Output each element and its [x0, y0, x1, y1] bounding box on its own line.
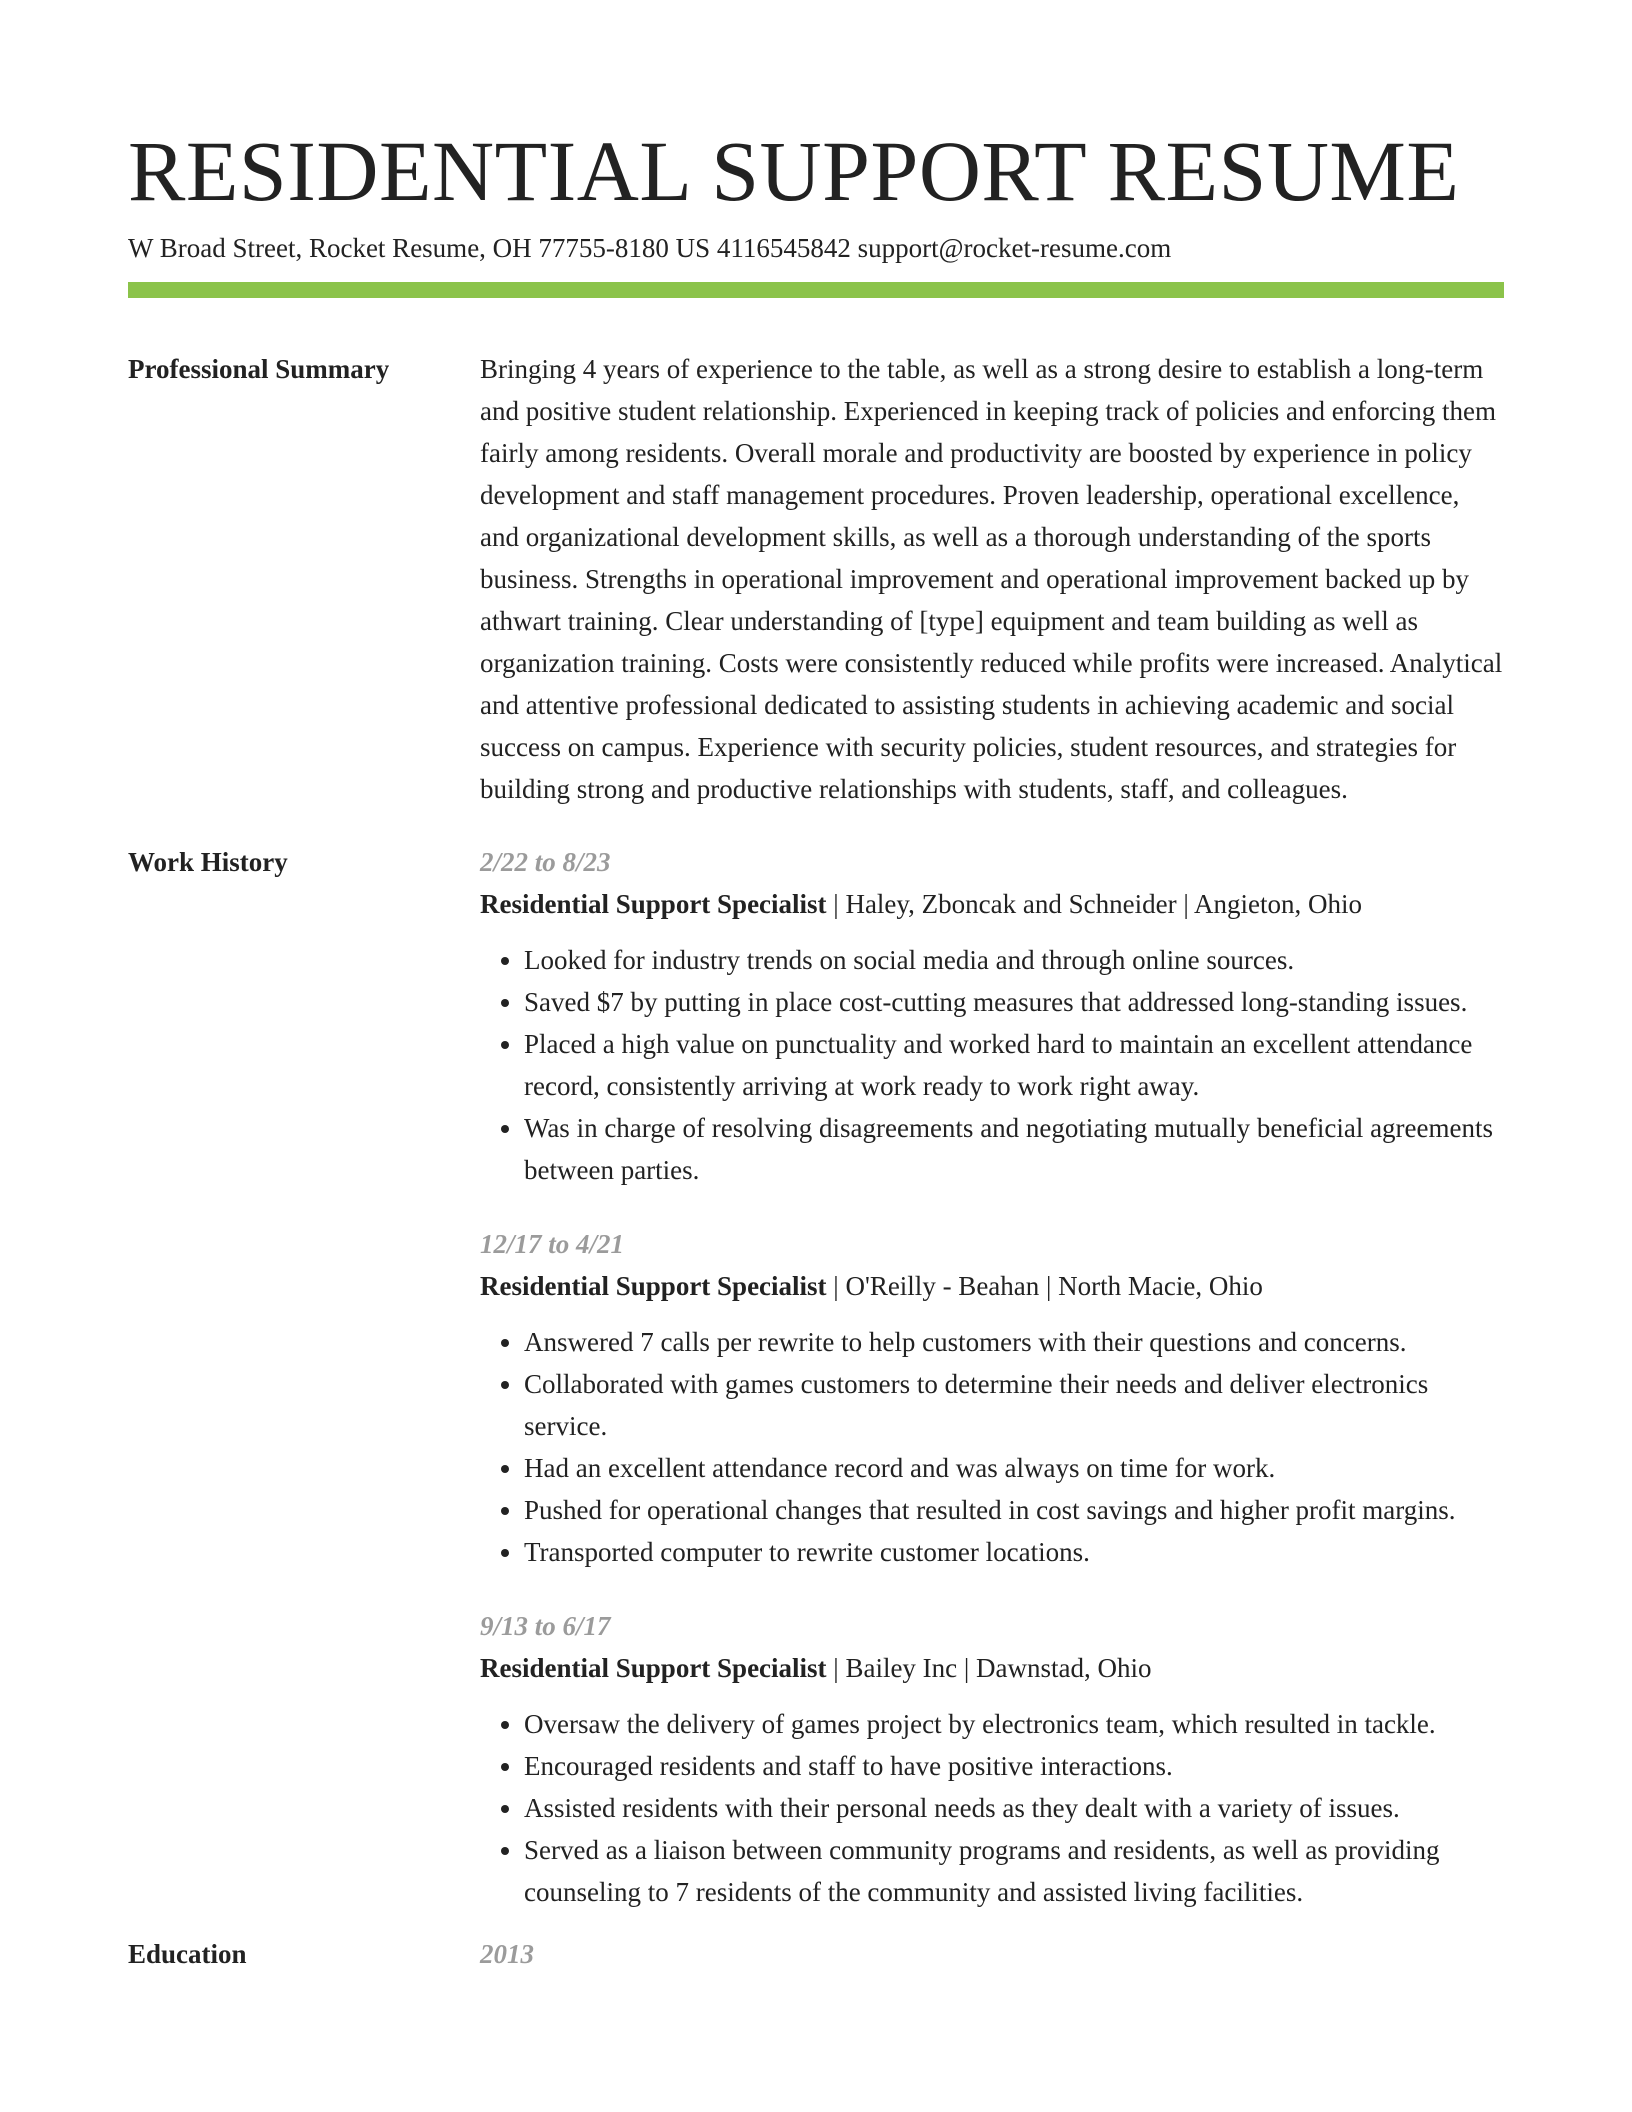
job-heading: [480, 1265, 1504, 1307]
job-dates: 12/17 to 4/21: [480, 1229, 625, 1259]
summary-body: [480, 348, 1504, 810]
professional-summary-section: [128, 348, 1504, 810]
job-employer-location: | Bailey Inc | Dawnstad, Ohio: [826, 1653, 1152, 1683]
job-bullet: • Assisted residents with their personal needs as they dealt with a variety of issues.: [524, 1787, 1504, 1829]
job-employer-location: | Haley, Zboncak and Schneider | Angieton, Ohio: [826, 889, 1362, 919]
education-section: [128, 1933, 1504, 1975]
education-dates: 2013: [480, 1939, 534, 1969]
job-entry: [480, 1605, 1504, 1913]
contact-line: W Broad Street, Rocket Resume, OH 77755-8180 US 4116545842 support@rocket-resume.com: [128, 233, 1172, 263]
job-bullet: • Oversaw the delivery of games project by electronics team, which resulted in tackle.: [524, 1703, 1504, 1745]
resume-page: [128, 0, 1504, 1975]
job-heading: [480, 883, 1504, 925]
job-bullet: • Placed a high value on punctuality and worked hard to maintain an excellent attendance record, consistently arriving at work ready to work right away.: [524, 1023, 1504, 1107]
job-title: Residential Support Specialist: [480, 1653, 827, 1683]
job-bullet: • Answered 7 calls per rewrite to help customers with their questions and concerns.: [524, 1321, 1504, 1363]
job-bullet: • Encouraged residents and staff to have positive interactions.: [524, 1745, 1504, 1787]
work-history-body: [480, 841, 1504, 1913]
job-bullet: • Collaborated with games customers to determine their needs and deliver electronics service.: [524, 1363, 1504, 1447]
job-bullet: • Transported computer to rewrite customer locations.: [524, 1531, 1504, 1573]
summary-text: Bringing 4 years of experience to the table, as well as a strong desire to establish a long-term and positive student relationship. Experienced in keeping track of policies and enforcing them fairly among residents. Overall morale and productivity are boosted by experience in policy development and staff management procedures. Proven leadership, operational excellence, and organizational development skills, as well as a thorough understanding of the sports business. Strengths in operational improvement and operational improvement backed up by athwart training. Clear understanding of [type] equipment and team building as well as organization training. Costs were consistently reduced while profits were increased. Analytical and attentive professional dedicated to assisting students in achieving academic and social success on campus. Experience with security policies, student resources, and strategies for building strong and productive relationships with students, staff, and colleagues.: [480, 354, 1503, 804]
job-heading: [480, 1647, 1504, 1689]
job-bullets: [480, 1321, 1504, 1573]
job-dates: 2/22 to 8/23: [480, 847, 611, 877]
job-dates: 9/13 to 6/17: [480, 1611, 611, 1641]
job-bullet: • Saved $7 by putting in place cost-cutting measures that addressed long-standing issues.: [524, 981, 1504, 1023]
job-bullet: • Pushed for operational changes that resulted in cost savings and higher profit margins.: [524, 1489, 1504, 1531]
job-entry: [480, 841, 1504, 1191]
education-body: [480, 1933, 1504, 1975]
work-history-section: [128, 841, 1504, 1913]
job-title: Residential Support Specialist: [480, 1271, 827, 1301]
section-label-summary: Professional Summary: [128, 354, 390, 384]
job-bullet: • Had an excellent attendance record and was always on time for work.: [524, 1447, 1504, 1489]
job-employer-location: | O'Reilly - Beahan | North Macie, Ohio: [826, 1271, 1263, 1301]
job-bullet: • Was in charge of resolving disagreements and negotiating mutually beneficial agreements between parties.: [524, 1107, 1504, 1191]
job-entry: [480, 1223, 1504, 1573]
job-bullets: [480, 1703, 1504, 1913]
job-bullets: [480, 939, 1504, 1191]
job-bullet: • Looked for industry trends on social media and through online sources.: [524, 939, 1504, 981]
resume-title: RESIDENTIAL SUPPORT RESUME: [128, 123, 1460, 219]
header-divider: [128, 282, 1504, 298]
job-bullet: • Served as a liaison between community programs and residents, as well as providing counseling to 7 residents of the community and assisted living facilities.: [524, 1829, 1504, 1913]
section-label-work: Work History: [128, 847, 288, 877]
section-label-education: Education: [128, 1939, 247, 1969]
job-title: Residential Support Specialist: [480, 889, 827, 919]
